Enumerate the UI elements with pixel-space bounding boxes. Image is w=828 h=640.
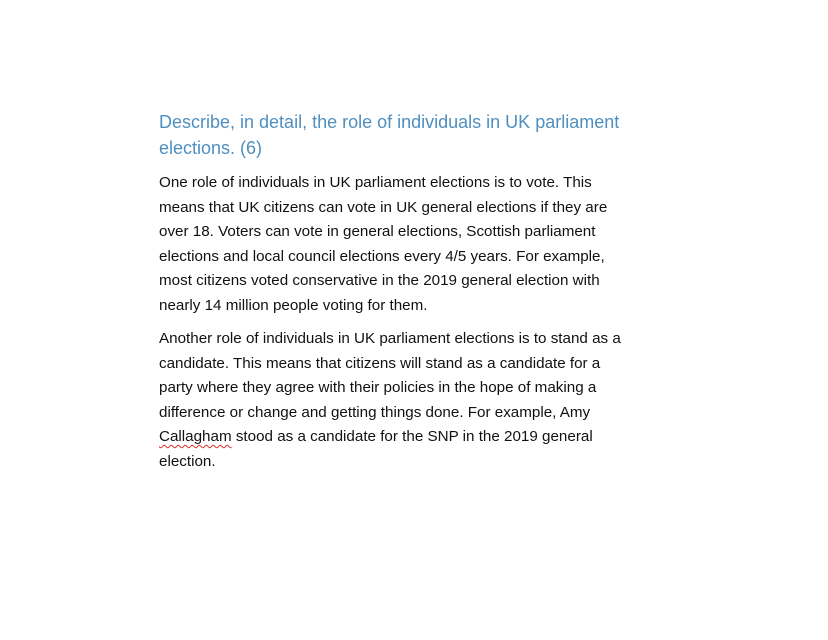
spellcheck-flagged-word[interactable]: Callagham [159,428,232,445]
answer-paragraph-candidate [159,327,699,474]
paragraph-line: means that UK citizens can vote in UK general elections if they are [159,198,608,216]
question-heading [159,109,699,161]
question-line: Describe, in detail, the role of individuals in UK parliament [159,112,620,132]
question-line: elections. (6) [159,138,263,158]
paragraph-line: One role of individuals in UK parliament elections is to vote. This [159,174,592,191]
paragraph-line: difference or change and getting things done. For example, Amy [159,403,591,421]
paragraph-line: candidate. This means that citizens will stand as a candidate for a [159,354,601,372]
paragraph-line: Another role of individuals in UK parliament elections is to stand as a [159,330,621,347]
paragraph-line: elections and local council elections every 4/5 years. For example, [159,247,605,265]
document-body [159,109,699,483]
answer-paragraph-vote [159,171,699,318]
paragraph-line: over 18. Voters can vote in general elections, Scottish parliament [159,223,596,240]
paragraph-line: election. [159,452,216,470]
paragraph-line: most citizens voted conservative in the 2019 general election with [159,272,600,289]
paragraph-line [159,425,699,450]
paragraph-line: party where they agree with their policies in the hope of making a [159,379,597,396]
paragraph-line: nearly 14 million people voting for them. [159,296,428,314]
paragraph-line-rest: stood as a candidate for the SNP in the 2019 general [231,428,593,445]
